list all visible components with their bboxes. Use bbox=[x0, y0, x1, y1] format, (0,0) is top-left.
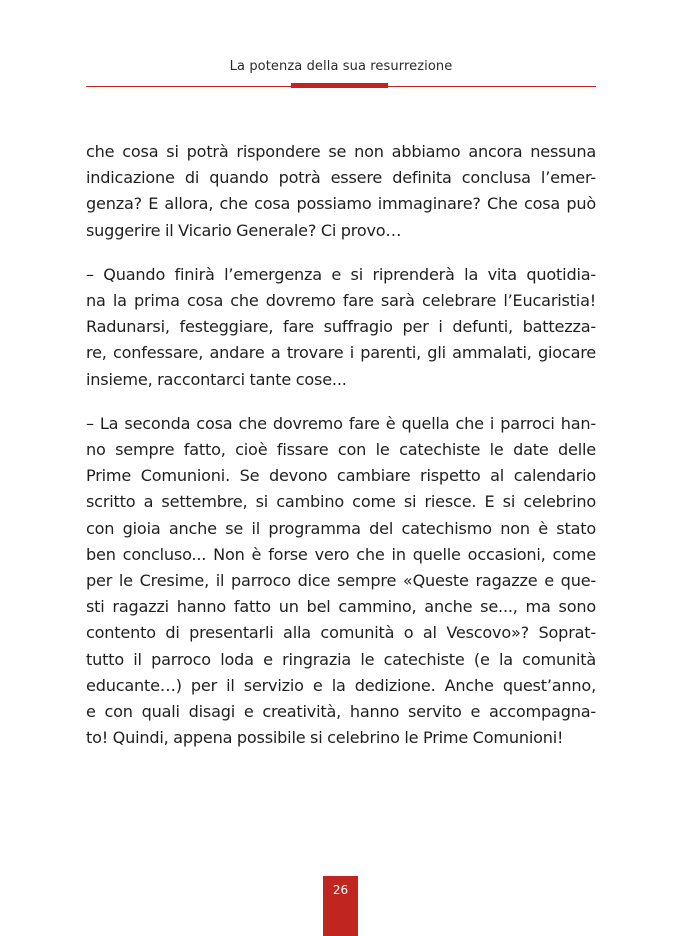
body-text bbox=[86, 139, 596, 769]
text-line: ben concluso... Non è forse vero che in quelle occasioni, come bbox=[86, 544, 596, 564]
paragraph-1 bbox=[86, 139, 596, 244]
text-line: Radunarsi, festeggiare, fare suffragio per i defunti, battezza- bbox=[86, 317, 596, 337]
text-line: genza? E allora, che cosa possiamo immaginare? Che cosa può bbox=[86, 194, 596, 214]
paragraph-2 bbox=[86, 262, 596, 393]
text-line: indicazione di quando potrà essere definita conclusa l’emer- bbox=[86, 168, 596, 188]
text-line: insieme, raccontarci tante cose... bbox=[86, 369, 347, 389]
text-line: tutto il parroco loda e ringrazia le catechiste (e la comunità bbox=[86, 649, 596, 669]
text-line: suggerire il Vicario Generale? Ci provo… bbox=[86, 220, 402, 240]
text-line: no sempre fatto, cioè fissare con le catechiste le date delle bbox=[86, 440, 596, 460]
text-line: na la prima cosa che dovremo fare sarà celebrare l’Eucaristia! bbox=[86, 291, 596, 311]
text-line: scritto a settembre, si cambino come si riesce. E si celebrino bbox=[86, 492, 596, 512]
text-line: sti ragazzi hanno fatto un bel cammino, anche se..., ma sono bbox=[86, 597, 596, 617]
text-line: to! Quindi, appena possibile si celebrino le Prime Comunioni! bbox=[86, 728, 564, 748]
running-head-title: La potenza della sua resurrezione bbox=[229, 59, 453, 74]
page-number-tab bbox=[323, 876, 358, 936]
page-number: 26 bbox=[332, 883, 349, 897]
paragraph-3 bbox=[86, 411, 596, 752]
text-line: Prime Comunioni. Se devono cambiare rispetto al calendario bbox=[86, 466, 596, 486]
header-rule bbox=[86, 86, 596, 87]
text-line: educante…) per il servizio e la dedizione. Anche quest’anno, bbox=[86, 675, 596, 695]
text-line: per le Cresime, il parroco dice sempre «Queste ragazze e que- bbox=[86, 571, 596, 591]
text-line: che cosa si potrà rispondere se non abbiamo ancora nessuna bbox=[86, 142, 596, 161]
text-line: e con quali disagi e creatività, hanno servito e accompagna- bbox=[86, 702, 596, 722]
text-line: – La seconda cosa che dovremo fare è quella che i parroci han- bbox=[86, 413, 596, 433]
text-line: – Quando finirà l’emergenza e si riprenderà la vita quotidia- bbox=[86, 264, 596, 284]
text-line: re, confessare, andare a trovare i parenti, gli ammalati, giocare bbox=[86, 343, 596, 363]
text-line: contento di presentarli alla comunità o al Vescovo»? Soprat- bbox=[86, 623, 596, 643]
text-line: con gioia anche se il programma del catechismo non è stato bbox=[86, 518, 596, 538]
